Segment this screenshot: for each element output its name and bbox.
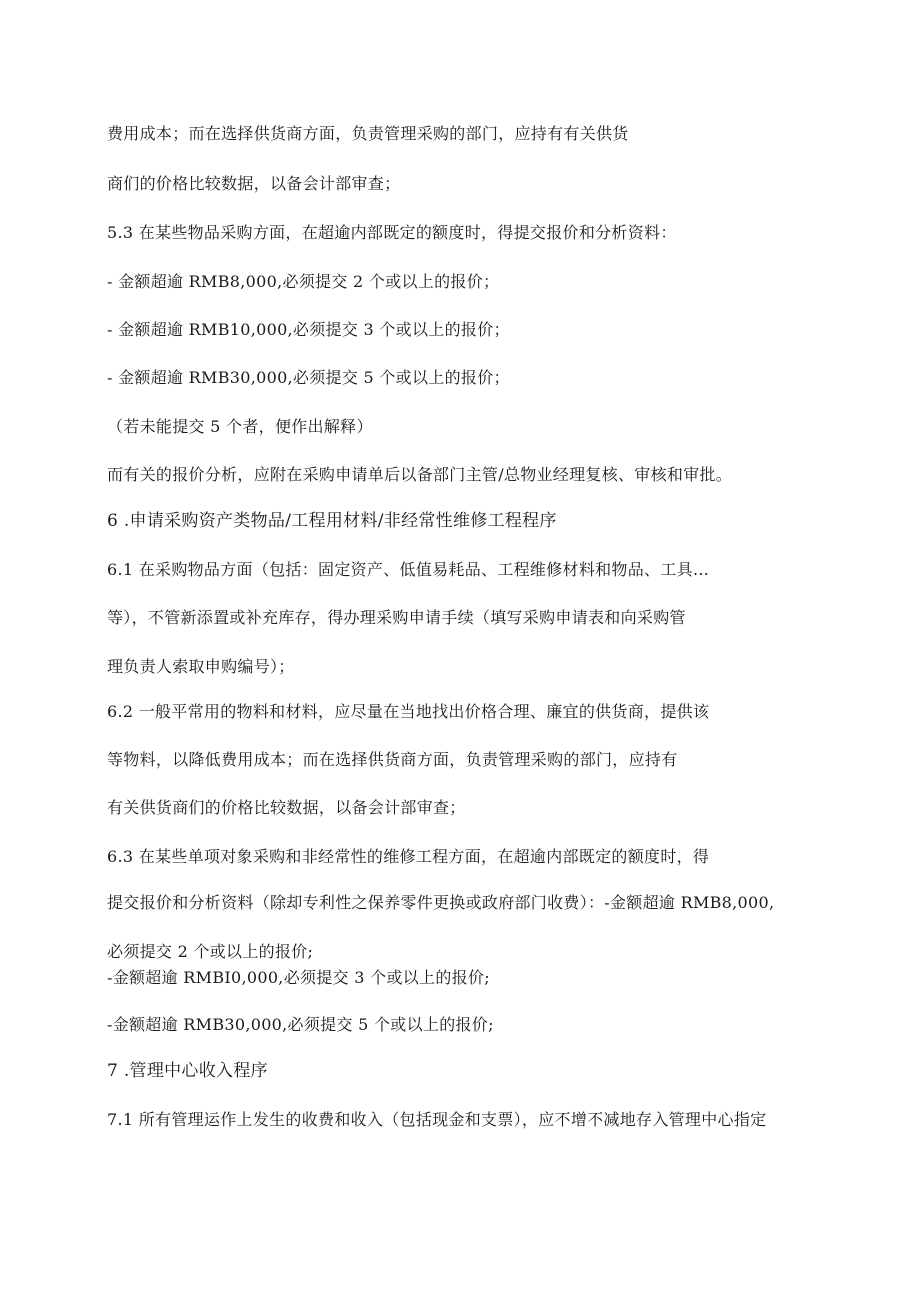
list-item: - 金额超逾 RMB8,000,必须提交 2 个或以上的报价；	[107, 272, 500, 291]
text-line: 必须提交 2 个或以上的报价;	[107, 942, 314, 961]
list-item: - 金额超逾 RMB30,000,必须提交 5 个或以上的报价；	[107, 368, 510, 387]
text-line: （若未能提交 5 个者，便作出解释）	[107, 417, 373, 436]
section-heading: 6 .申请采购资产类物品/工程用材料/非经常性维修工程程序	[107, 511, 557, 531]
section-heading: 7 .管理中心收入程序	[107, 1061, 268, 1081]
text-line: 提交报价和分析资料（除却专利性之保养零件更换或政府部门收费）：-金额超逾 RMB8,000,	[107, 893, 775, 912]
text-line: 有关供货商们的价格比较数据，以备会计部审查；	[107, 798, 466, 817]
text-line: 等物料，以降低费用成本；而在选择供货商方面，负责管理采购的部门，应持有	[107, 750, 678, 769]
text-line: 商们的价格比较数据，以备会计部审查；	[107, 174, 401, 193]
text-line: 6.2 一般平常用的物料和材料，应尽量在当地找出价格合理、廉宜的供货商，提供该	[107, 702, 710, 721]
list-item: -金额超逾 RMBI0,000,必须提交 3 个或以上的报价;	[107, 968, 490, 987]
text-line: 7.1 所有管理运作上发生的收费和收入（包括现金和支票），应不增不减地存入管理中心指定	[107, 1110, 767, 1129]
list-item: -金额超逾 RMB30,000,必须提交 5 个或以上的报价;	[107, 1015, 494, 1034]
text-line: 理负责人索取申购编号）；	[107, 657, 295, 676]
text-line: 而有关的报价分析，应附在采购申请单后以备部门主管/总物业经理复核、审核和审批。	[107, 465, 733, 484]
text-line: 6.3 在某些单项对象采购和非经常性的维修工程方面，在超逾内部既定的额度时，得	[107, 847, 710, 866]
text-line: 等），不管新添置或补充库存，得办理采购申请手续（填写采购申请表和向采购管	[107, 608, 686, 627]
text-line: 费用成本；而在选择供货商方面，负责管理采购的部门，应持有有关供货	[107, 124, 629, 143]
text-line: 6.1 在采购物品方面（包括：固定资产、低值易耗品、工程维修材料和物品、工具…	[107, 560, 710, 579]
list-item: - 金额超逾 RMB10,000,必须提交 3 个或以上的报价；	[107, 320, 510, 339]
text-line: 5.3 在某些物品采购方面，在超逾内部既定的额度时，得提交报价和分析资料：	[107, 223, 677, 242]
